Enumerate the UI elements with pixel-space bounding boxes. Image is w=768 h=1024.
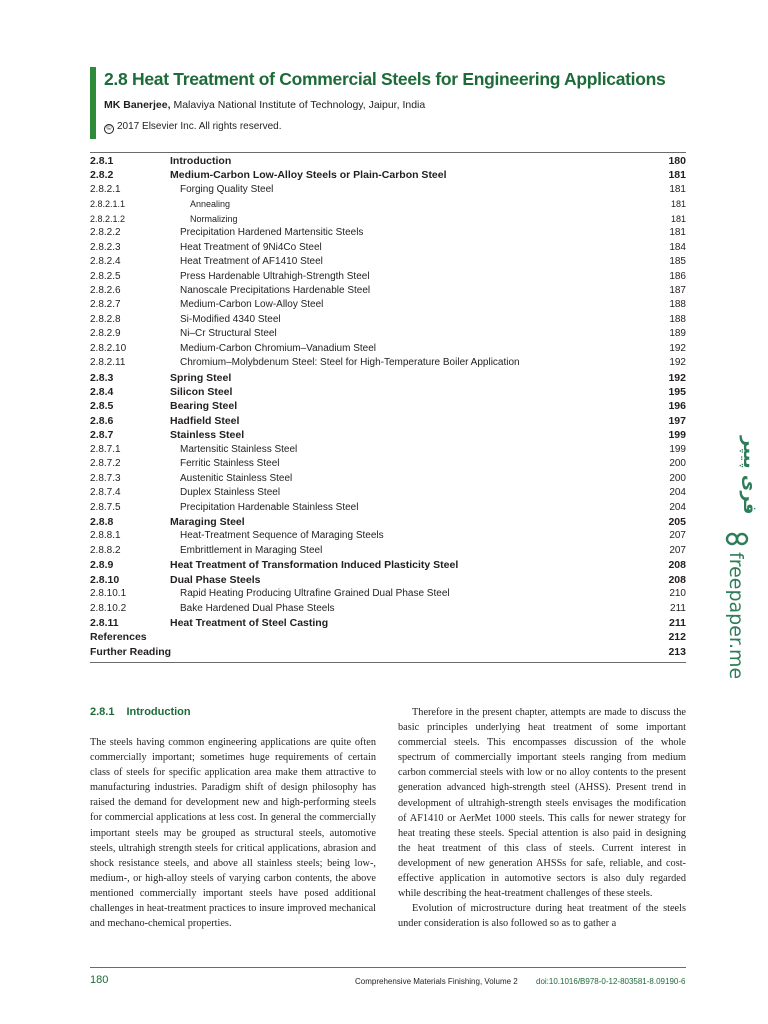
toc-entry[interactable]: [90, 298, 686, 312]
toc-entry[interactable]: [90, 645, 686, 659]
toc-entry[interactable]: [90, 414, 686, 428]
toc-entry[interactable]: [90, 356, 686, 370]
toc-entry-title: Bearing Steel: [170, 400, 238, 413]
toc-entry-number: 2.8.8: [90, 515, 114, 528]
toc-entry[interactable]: [90, 587, 686, 601]
toc-entry-page: 180: [668, 155, 686, 167]
toc-entry-title: Heat Treatment of Steel Casting: [170, 617, 329, 629]
toc-entry-page: 210: [669, 588, 686, 600]
toc-entry-number: 2.8.2.9: [90, 328, 121, 340]
section-heading: [90, 706, 191, 718]
toc-entry-title: Press Hardenable Ultrahigh-Strength Steel: [180, 270, 370, 282]
freepaper-watermark: [718, 436, 760, 686]
paragraph: The steels having common engineering applications are quite often commercially important; sometimes huge requirements of certain class of steels for specific application area make them attractive to manufacturing industries. Paradigm shift of design philosophy has raised the demand for development new and high-performing steels for commercial applications at less cost. In general the commercially important steels may be grouped as structural steels, automotive steels, ultrahigh strength steels for critical applications, abrasion and shock resistance steels, and above all stainless steels; being low-, medium-, or high-alloy steels of varying carbon contents, the above mentioned commercially important steels have posed additional challenges in heat-treatment practices to insure improved mechanical and mechano-chemical properties.: [90, 737, 376, 930]
toc-entry-title: Heat-Treatment Sequence of Maraging Steels: [180, 530, 384, 542]
toc-entry-page: 205: [668, 515, 686, 528]
toc-entry[interactable]: [90, 255, 686, 269]
toc-entry-title: Precipitation Hardenable Stainless Steel: [180, 501, 359, 513]
author-name: MK Banerjee,: [104, 99, 171, 111]
toc-entry-title: Maraging Steel: [170, 515, 245, 528]
toc-entry[interactable]: [90, 371, 686, 385]
toc-entry-page: 181: [670, 213, 686, 224]
toc-entry[interactable]: [90, 399, 686, 413]
toc-entry[interactable]: [90, 226, 686, 240]
toc-entry-number: 2.8.2.1.2: [90, 213, 126, 224]
toc-entry-page: 204: [669, 487, 686, 499]
toc-entry-number: 2.8.2.5: [90, 270, 121, 282]
toc-entry[interactable]: [90, 457, 686, 471]
toc-entry-page: 208: [668, 573, 686, 586]
toc-entry-title: Normalizing: [190, 213, 238, 224]
toc-entry-number: 2.8.5: [90, 400, 114, 413]
toc-entry-title: Nanoscale Precipitations Hardenable Steel: [180, 284, 371, 296]
paragraph: Therefore in the present chapter, attempts are made to discuss the basic principles underlying heat treatment of some important commercial steels. This encompasses discussion of the whole spectrum of commercially important steels ranging from medium carbon commercial steels with low or no alloy contents to the present generation advanced high-strength steel (AHSS). Present trend in development of ultrahigh-strength steels envisages the modification of AF1410 or AerMet 1000 steels. This calls for newer strategy for heat treating these steels. Special attention is also paid in designing the heat treatment of this class of steels. Current interest in development of new generation AHSSs for safe, reliable, and cost-effective application in automotive sectors is also duly regarded while describing the heat-treatment challenges of these steels.: [398, 707, 686, 900]
toc-entry-number: 2.8.7.4: [90, 487, 121, 499]
toc-entry-number: 2.8.10.2: [90, 602, 127, 614]
toc-entry-page: 211: [669, 617, 686, 629]
toc-entry[interactable]: [90, 443, 686, 457]
toc-entry-number: 2.8.2.10: [90, 342, 127, 354]
toc-entry-number: 2.8.6: [90, 414, 114, 427]
toc-entry[interactable]: [90, 342, 686, 356]
toc-entry-page: 186: [669, 270, 686, 282]
toc-entry-page: 181: [668, 169, 686, 182]
body-column-left: [90, 735, 376, 931]
toc-entry-title: Heat Treatment of 9Ni4Co Steel: [180, 241, 322, 253]
toc-entry-page: 192: [668, 371, 686, 384]
toc-entry-number: 2.8.7: [90, 429, 114, 442]
toc-entry[interactable]: [90, 616, 686, 630]
toc-entry-title: Duplex Stainless Steel: [180, 487, 281, 499]
toc-entry-number: 2.8.1: [90, 155, 114, 167]
toc-entry-page: 208: [668, 559, 686, 572]
toc-entry-number: 2.8.7.2: [90, 458, 121, 470]
toc-entry-number: 2.8.2.3: [90, 241, 121, 253]
toc-entry-number: 2.8.2.11: [90, 357, 126, 369]
toc-entry-page: 197: [668, 414, 686, 427]
toc-entry-number: 2.8.2.1.1: [90, 199, 126, 210]
toc-entry[interactable]: [90, 154, 686, 168]
body-column-right: [398, 705, 686, 931]
toc-entry-page: 212: [668, 631, 686, 644]
toc-entry-page: 211: [670, 602, 686, 614]
toc-entry-number: 2.8.11: [90, 617, 119, 629]
toc-entry-page: 181: [669, 227, 686, 239]
copyright-line: [104, 121, 282, 134]
toc-entry-page: 187: [669, 284, 686, 296]
author-line: [104, 99, 425, 111]
toc-entry-title: Introduction: [170, 155, 232, 167]
toc-entry-number: 2.8.2.1: [90, 183, 121, 195]
toc-entry-title: Medium-Carbon Low-Alloy Steels or Plain-Carbon Steel: [170, 169, 447, 182]
toc-entry-title: Spring Steel: [170, 371, 232, 384]
toc-entry[interactable]: [90, 270, 686, 284]
footer-divider: [90, 967, 686, 968]
toc-entry[interactable]: [90, 385, 686, 399]
toc-entry-page: 207: [669, 530, 686, 542]
toc-entry[interactable]: [90, 472, 686, 486]
toc-entry-number: 2.8.8.2: [90, 544, 121, 556]
toc-entry-title: Forging Quality Steel: [180, 183, 274, 195]
toc-entry-number: 2.8.10: [90, 573, 120, 586]
toc-entry-number: 2.8.2.7: [90, 299, 121, 311]
table-of-contents: [90, 152, 686, 663]
toc-entry-title: Martensitic Stainless Steel: [180, 443, 298, 455]
toc-entry-title: Bake Hardened Dual Phase Steels: [180, 602, 335, 614]
toc-entry-title: Heat Treatment of Transformation Induced Plasticity Steel: [170, 559, 459, 572]
toc-entry[interactable]: [90, 529, 686, 543]
toc-entry-page: 195: [668, 386, 686, 398]
chapter-title: 2.8 Heat Treatment of Commercial Steels for Engineering Applications: [104, 69, 666, 89]
toc-entry-page: 207: [669, 544, 686, 556]
toc-entry[interactable]: [90, 558, 686, 572]
toc-entry-page: 199: [669, 443, 686, 455]
toc-entry-title: Austenitic Stainless Steel: [180, 472, 293, 484]
toc-entry-title: Dual Phase Steels: [170, 573, 261, 586]
paragraph: Evolution of microstructure during heat treatment of the steels under consideration is also followed so as to gather a: [398, 903, 686, 930]
toc-entry-page: 192: [669, 357, 686, 369]
toc-entry-page: 189: [669, 328, 686, 340]
toc-entry-title: Stainless Steel: [170, 429, 245, 442]
toc-entry[interactable]: [90, 212, 686, 226]
toc-entry-title: Embrittlement in Maraging Steel: [180, 544, 323, 556]
toc-entry-title: Precipitation Hardened Martensitic Steels: [180, 227, 364, 239]
toc-entry[interactable]: [90, 630, 686, 644]
toc-entry-title: Chromium–Molybdenum Steel: Steel for High-Temperature Boiler Application: [180, 357, 520, 369]
toc-entry-title: Ferritic Stainless Steel: [180, 458, 280, 470]
copyright-text: 2017 Elsevier Inc. All rights reserved.: [117, 121, 282, 132]
section-number: 2.8.1: [90, 706, 115, 718]
toc-entry[interactable]: [90, 602, 686, 616]
toc-entry[interactable]: [90, 486, 686, 500]
toc-entry-number: Further Reading: [90, 645, 172, 658]
toc-entry-number: 2.8.4: [90, 386, 114, 398]
toc-entry-title: Hadfield Steel: [170, 414, 240, 427]
toc-entry[interactable]: [90, 168, 686, 182]
toc-entry[interactable]: [90, 515, 686, 529]
footer-doi-link[interactable]: doi:10.1016/B978-0-12-803581-8.09190-6: [536, 977, 686, 986]
toc-entry-page: 185: [669, 256, 686, 268]
toc-entry[interactable]: [90, 183, 686, 197]
section-title: Introduction: [126, 706, 191, 718]
toc-entry[interactable]: [90, 241, 686, 255]
copyright-icon: ©: [104, 124, 114, 134]
toc-entry-number: 2.8.10.1: [90, 588, 127, 600]
footer-page-number: 180: [90, 974, 109, 986]
toc-entry-title: Medium-Carbon Chromium–Vanadium Steel: [180, 342, 377, 354]
toc-entry-title: Si-Modified 4340 Steel: [180, 313, 281, 325]
toc-entry-title: Ni–Cr Structural Steel: [180, 328, 277, 340]
toc-entry-number: 2.8.2.8: [90, 313, 121, 325]
toc-entry-title: Heat Treatment of AF1410 Steel: [180, 256, 323, 268]
toc-entry[interactable]: [90, 197, 686, 211]
toc-entry-number: 2.8.2.4: [90, 256, 121, 268]
toc-entry[interactable]: [90, 284, 686, 298]
toc-entry-page: 196: [668, 400, 686, 413]
toc-entry-page: 192: [669, 342, 686, 354]
toc-entry-page: 181: [670, 199, 686, 210]
toc-entry-number: 2.8.7.1: [90, 443, 121, 455]
toc-entry-number: 2.8.2.6: [90, 284, 121, 296]
toc-entry-number: 2.8.7.3: [90, 472, 121, 484]
header-accent-bar: [90, 67, 96, 139]
toc-entry-title: Annealing: [190, 199, 231, 210]
toc-entry-number: 2.8.2.2: [90, 227, 121, 239]
footer-book-title: Comprehensive Materials Finishing, Volume 2: [355, 977, 518, 986]
toc-entry-page: 213: [668, 645, 686, 658]
author-affiliation: Malaviya National Institute of Technology, Jaipur, India: [170, 99, 426, 111]
toc-entry-number: 2.8.2: [90, 169, 114, 182]
toc-entry[interactable]: [90, 428, 686, 442]
toc-entry-number: 2.8.3: [90, 371, 114, 384]
toc-entry-page: 188: [669, 299, 686, 311]
toc-entry[interactable]: [90, 313, 686, 327]
toc-entry-number: 2.8.7.5: [90, 501, 121, 513]
toc-entry-title: Silicon Steel: [170, 386, 233, 398]
watermark-latin-text: freepaper.me: [725, 552, 747, 680]
toc-entry-number: References: [90, 631, 147, 644]
toc-entry-number: 2.8.8.1: [90, 530, 121, 542]
freepaper-logo-icon: [727, 534, 747, 544]
toc-entry-page: 184: [669, 241, 686, 253]
toc-entry-page: 188: [669, 313, 686, 325]
toc-entry-page: 199: [668, 429, 686, 442]
toc-entry-title: Rapid Heating Producing Ultrafine Grained Dual Phase Steel: [180, 588, 450, 600]
toc-entry-page: 200: [669, 458, 686, 470]
toc-entry[interactable]: [90, 573, 686, 587]
toc-entry[interactable]: [90, 501, 686, 515]
toc-entry-title: Medium-Carbon Low-Alloy Steel: [180, 299, 324, 311]
toc-entry[interactable]: [90, 544, 686, 558]
toc-entry[interactable]: [90, 327, 686, 341]
toc-entry-page: 181: [669, 183, 686, 195]
toc-entry-page: 200: [669, 472, 686, 484]
toc-entry-page: 204: [669, 501, 686, 513]
watermark-arabic-text: فری پیپر: [739, 436, 760, 515]
toc-entry-number: 2.8.9: [90, 559, 114, 572]
